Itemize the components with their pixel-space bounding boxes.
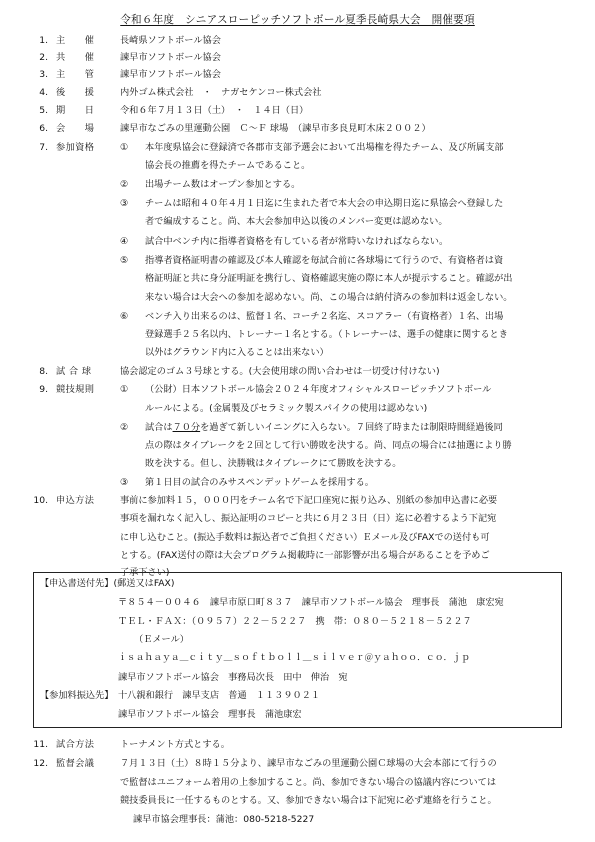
item-number: 10. (33, 495, 48, 506)
item-sponsor (0, 85, 595, 100)
list-marker: ① (120, 384, 129, 395)
item-label: 主 管 (56, 69, 95, 80)
item-label: 試 合 球 (56, 366, 92, 377)
rule-line (145, 420, 503, 435)
item-label: 申込方法 (56, 495, 95, 506)
bank-account: 十八親和銀行 諫早支店 普通 １１３９０２１ (118, 690, 321, 701)
item-venue (0, 121, 595, 136)
list-marker: ⑥ (120, 311, 129, 322)
list-marker: ② (120, 422, 129, 433)
item-number: 6. (39, 123, 48, 134)
item-number: 5. (39, 105, 48, 116)
qualification-item (0, 140, 595, 155)
qualification-line: ベンチ入り出来るのは、監督１名、コーチ２名迄、スコアラー（有資格者）１名、出場 (145, 311, 504, 322)
item-game-format (0, 737, 595, 752)
qualification-line: 指導者資格証明書の確認及び本人確認を毎試合前に各球場にて行うので、有資格者は資 (145, 255, 504, 266)
application-line: とする。(FAX送付の際は大会プログラム掲載時に一部影響が出る場合があることを予めご (120, 550, 490, 561)
item-number: 7. (39, 142, 48, 153)
qualification-line: 本年度県協会に登録済で各郡市支部予選会において出場権を得たチーム、及び所属支部 (145, 142, 504, 153)
application-line-row (0, 530, 595, 545)
item-application (0, 493, 595, 508)
item-number: 1. (39, 35, 48, 46)
item-co-organizer (0, 50, 595, 65)
item-label: 主 催 (56, 35, 95, 46)
qualification-line-row (0, 214, 595, 229)
item-label: 競技規則 (56, 384, 95, 395)
qualification-line: 格証明証と共に身分証明証を携行し、資格確認実施の際に本人が提示すること。確認が出 (145, 273, 513, 284)
meeting-contact: 諫早市協会理事長：蒲池：080-5218-5227 (133, 814, 315, 825)
item-ball (0, 364, 595, 379)
item-number: 11. (33, 739, 48, 750)
rule-line-row (0, 401, 595, 416)
qualification-item (0, 253, 595, 268)
payment-heading: 【参加料振込先】 (40, 690, 114, 701)
application-line: に申し込むこと。(振込手数料は振込者でご負担ください）Ｅメール及びFAXでの送付も可 (120, 532, 490, 543)
item-rules (0, 382, 595, 397)
list-marker: ① (120, 142, 129, 153)
qualification-line: 出場チーム数はオープン参加とする。 (145, 179, 301, 190)
item-value: 令和６年７月１３日（土） ・ １４日（日） (120, 105, 309, 116)
item-date (0, 103, 595, 118)
item-value: 協会認定のゴム３号球とする。(大会使用球の問い合わせは一切受け付けない) (120, 366, 440, 377)
meeting-line-row (0, 775, 595, 790)
list-marker: ③ (120, 198, 129, 209)
account-holder: 諫早市ソフトボール協会 理事長 蒲池康宏 (118, 709, 302, 720)
qualification-item (0, 177, 595, 192)
rule-line: ルールによる。(金属製及びセラミック製スパイクの使用は認めない) (145, 403, 428, 414)
rule-line: 点の際はタイブレークを２回として行い勝敗を決する。尚、同点の場合には抽選により勝 (145, 440, 512, 451)
list-marker: ④ (120, 236, 129, 247)
qualification-line-row (0, 345, 595, 360)
qualification-line: 試合中ベンチ内に指導者資格を有している者が常時いなければならない。 (145, 236, 449, 247)
application-line-row (0, 548, 595, 563)
qualification-line-row (0, 271, 595, 286)
meeting-line-row (0, 793, 595, 808)
meeting-line: ７月１３日（土）８時１５分より、諫早市なごみの里運動公園Ｃ球場の大会本部にて行うの (120, 758, 497, 769)
item-organizer (0, 33, 595, 48)
rule-line-row (0, 438, 595, 453)
qualification-line-row (0, 327, 595, 342)
item-value: 諫早市なごみの里運動公園 Ｃ～Ｆ 球場 （諫早市多良見町木床２００２） (120, 123, 431, 134)
item-number: 4. (39, 87, 48, 98)
meeting-line: 競技委員長に一任するものとする。又、参加できない場合は下記宛に必ず連絡を行うこと。 (120, 795, 497, 806)
rule-item (0, 475, 595, 490)
qualification-line: 以外はグラウンド内に入ることは出来ない） (145, 347, 329, 358)
item-number: 3. (39, 69, 48, 80)
rule-line: 第１日目の試合のみサスペンデットゲームを採用する。 (145, 477, 374, 488)
list-marker: ⑤ (120, 255, 129, 266)
item-label: 後 援 (56, 87, 95, 98)
list-marker: ② (120, 179, 129, 190)
submission-address: 〒８５４－００４６ 諫早市原口町８３７ 諫早市ソフトボール協会 理事長 蒲池 康宏宛 (118, 597, 504, 608)
qualification-item (0, 196, 595, 211)
item-number: 2. (39, 52, 48, 63)
time-limit-highlight: ７０分 (172, 422, 201, 433)
submission-info-box (33, 572, 562, 728)
document-title: 令和６年度 シニアスローピッチソフトボール夏季長崎県大会 開催要項 (120, 14, 475, 26)
list-marker: ③ (120, 477, 129, 488)
item-value: 長崎県ソフトボール協会 (120, 35, 221, 46)
rule-item (0, 420, 595, 435)
item-label: 監督会議 (56, 758, 95, 769)
item-label: 共 催 (56, 52, 95, 63)
rule-line: （公財）日本ソフトボール協会２０２４年度オフィシャルスローピッチソフトボール (145, 384, 492, 395)
qualification-line: 登録選手２５名以内、トレーナー１名とする。（トレーナーは、選手の健康に関するとき (145, 329, 508, 340)
item-label: 期 日 (56, 105, 95, 116)
qualification-line: 来ない場合は大会への参加を認めない。尚、この場合は納付済みの参加料は返金しない。 (145, 292, 513, 303)
office-contact: 諫早市ソフトボール協会 事務局次長 田中 伸治 宛 (118, 672, 348, 683)
rule-line: 敗を決する。但し、決勝戦はタイブレークにて勝敗を決する。 (145, 458, 402, 469)
item-value: 諫早市ソフトボール協会 (120, 69, 221, 80)
application-line: 事前に参加料１５，０００円をチーム名で下記口座宛に振り込み、別紙の参加申込書に必要 (120, 495, 498, 506)
item-value: 内外ゴム株式会社 ・ ナガセケンコー株式会社 (120, 87, 322, 98)
email-label: （Ｅメール） (134, 634, 189, 645)
submission-phone: ＴＥＬ・ＦＡＸ：（０９５７）２２－５２２７ 携 帯：０８０－５２１８－５２２７ (118, 616, 472, 627)
item-number: 9. (39, 384, 48, 395)
meeting-line: で監督はユニフォーム着用の上参加すること。尚、参加できない場合の協議内容については (120, 777, 497, 788)
item-number: 8. (39, 366, 48, 377)
item-value: トーナメント方式とする。 (120, 739, 230, 750)
qualification-line-row (0, 158, 595, 173)
qualification-line: 協会長の推薦を得たチームであること。 (145, 160, 311, 171)
submission-heading: 【申込書送付先】(郵送又はFAX) (40, 578, 175, 589)
item-label: 参加資格 (56, 142, 95, 153)
rule-text-pre: 試合は (145, 422, 173, 433)
item-managers-meeting (0, 756, 595, 771)
qualification-line-row (0, 290, 595, 305)
item-number: 12. (33, 758, 48, 769)
item-label: 試合方法 (56, 739, 95, 750)
item-value: 諫早市ソフトボール協会 (120, 52, 221, 63)
meeting-contact-row (0, 812, 595, 827)
rule-line-row (0, 456, 595, 471)
qualification-item (0, 309, 595, 324)
qualification-line: 者で編成すること。尚、本大会参加申込以後のメンバー変更は認めない。 (145, 216, 448, 227)
item-label: 会 場 (56, 123, 95, 134)
application-line: 了承下さい) (120, 567, 170, 578)
item-host (0, 67, 595, 82)
application-line-row (0, 511, 595, 526)
qualification-line: チームは昭和４０年４月１日迄に生まれた者で本大会の申込期日迄に県協会へ登録した (145, 198, 504, 209)
rule-text-post: を過ぎて新しいイニングに入らない。７回終了時または制限時間経過後同 (200, 422, 503, 433)
email-address[interactable]: ｉｓａｈａｙａ＿ｃｉｔｙ＿ｓｏｆｔｂｏｌｌ＿ｓｉｌｖｅｒ＠ｙａｈｏｏ．ｃｏ．ｊｐ (118, 653, 470, 663)
qualification-item (0, 234, 595, 249)
application-line: 事項を漏れなく記入し、振込証明のコピーと共に６月２３日（日）迄に必着するよう下記宛 (120, 513, 497, 524)
